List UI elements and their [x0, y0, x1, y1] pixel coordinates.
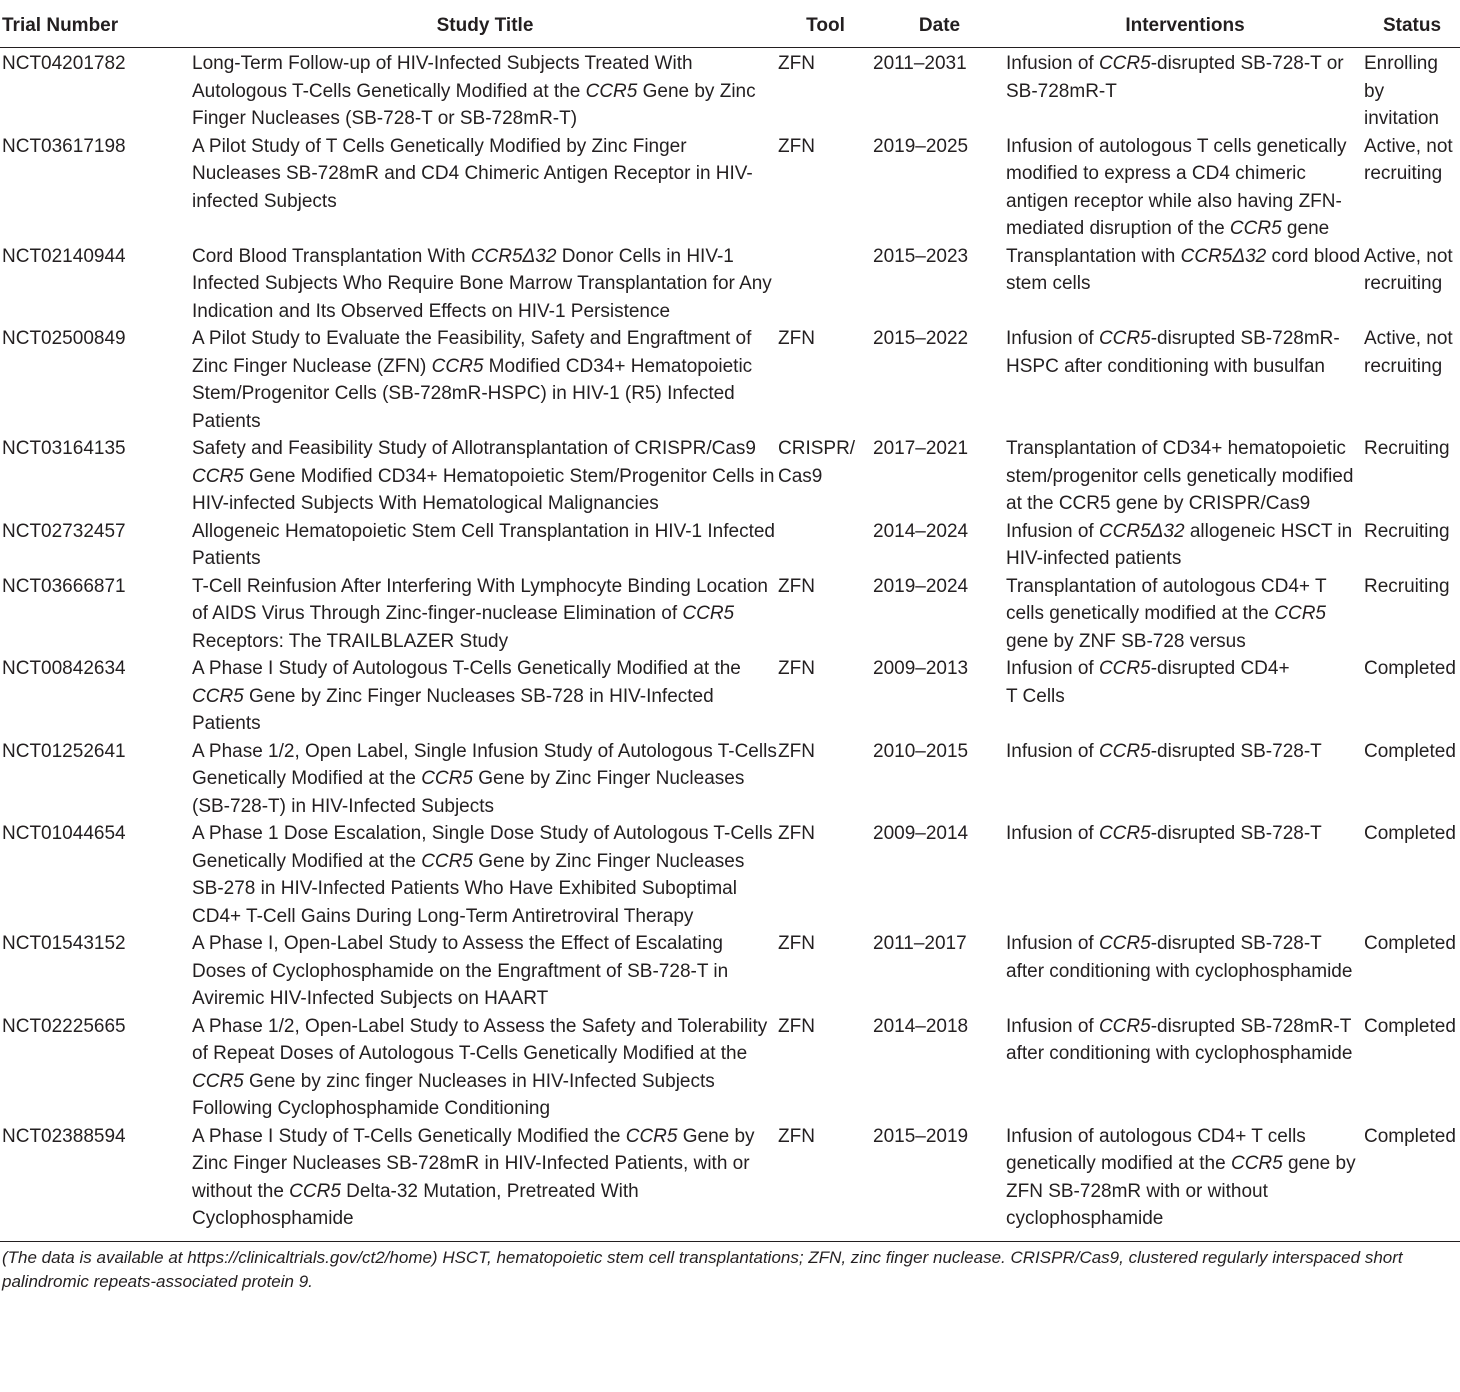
- cell-trial-number: NCT03164135: [2, 438, 126, 459]
- table-header: [0, 10, 1460, 48]
- cell-interventions: Infusion of CCR5Δ32 allogeneic HSCT in HIV-infected patients: [1006, 520, 1353, 569]
- cell-interventions: Infusion of CCR5-disrupted CD4+ T Cells: [1006, 658, 1290, 707]
- cell-trial-number: NCT01044654: [2, 823, 126, 844]
- cell-date: 2009–2013: [873, 658, 969, 679]
- cell-tool: ZFN: [778, 658, 815, 679]
- cell-status: Completed: [1364, 1015, 1456, 1037]
- cell-interventions: Infusion of CCR5-disrupted SB-728-T: [1006, 823, 1322, 844]
- cell-tool: ZFN: [778, 328, 815, 349]
- cell-trial-number: NCT00842634: [2, 658, 126, 679]
- cell-interventions: Transplantation of CD34+ hematopoietic stem/progenitor cells genetically modified at the CCR5 gene by CRISPR/Cas9: [1006, 438, 1354, 514]
- cell-date: 2017–2021: [873, 438, 969, 459]
- cell-tool: CRISPR/ Cas9: [778, 438, 856, 487]
- cell-status: Active, not recruiting: [1364, 135, 1453, 184]
- header-study-title: Study Title: [192, 10, 778, 48]
- cell-status: Completed: [1364, 1125, 1456, 1147]
- table-body: [0, 48, 1460, 1242]
- cell-tool: ZFN: [778, 135, 815, 157]
- cell-interventions: Infusion of CCR5-disrupted SB-728mR-HSPC after conditioning with busulfan: [1006, 328, 1340, 377]
- clinical-trials-table: [0, 10, 1460, 1242]
- cell-date: 2015–2019: [873, 1125, 969, 1147]
- cell-interventions: Infusion of CCR5-disrupted SB-728mR-T after conditioning with cyclophosphamide: [1006, 1015, 1353, 1064]
- cell-status: Active, not recruiting: [1364, 328, 1453, 377]
- cell-tool: ZFN: [778, 1015, 815, 1037]
- cell-date: 2014–2024: [873, 520, 969, 542]
- cell-interventions: Infusion of autologous T cells genetically modified to express a CD4 chimeric antigen receptor while also having ZFN-mediated disruption of the CCR5 gene: [1006, 135, 1347, 239]
- cell-date: 2019–2025: [873, 135, 969, 157]
- table-row: [0, 573, 1460, 656]
- header-interventions: Interventions: [1006, 10, 1364, 48]
- cell-study-title: A Phase I, Open-Label Study to Assess the Effect of Escalating Doses of Cyclophosphamide on the Engraftment of SB-728-T in Aviremic HIV-Infected Subjects on HAART: [192, 933, 729, 1009]
- cell-study-title: Safety and Feasibility Study of Allotransplantation of CRISPR/Cas9 CCR5 Gene Modified CD34+ Hematopoietic Stem/Progenitor Cells in HIV-infected Subjects With Hematological Malignancies: [192, 438, 775, 514]
- cell-date: 2010–2015: [873, 740, 969, 762]
- cell-study-title: Cord Blood Transplantation With CCR5Δ32 Donor Cells in HIV-1 Infected Subjects Who Require Bone Marrow Transplantation for Any Indication and Its Observed Effects on HIV-1 Persistence: [192, 245, 772, 322]
- cell-trial-number: NCT04201782: [2, 53, 126, 74]
- table-row: [0, 48, 1460, 133]
- table-row: [0, 1123, 1460, 1242]
- cell-tool: ZFN: [778, 933, 815, 954]
- cell-interventions: Infusion of CCR5-disrupted SB-728-T after conditioning with cyclophosphamide: [1006, 933, 1353, 982]
- cell-study-title: T-Cell Reinfusion After Interfering With Lymphocyte Binding Location of AIDS Virus Through Zinc-finger-nuclease Elimination of CCR5 Receptors: The TRAILBLAZER Study: [192, 575, 768, 652]
- cell-study-title: A Phase 1 Dose Escalation, Single Dose Study of Autologous T-Cells Genetically Modified at the CCR5 Gene by Zinc Finger Nucleases SB-278 in HIV-Infected Patients Who Have Exhibited Suboptimal CD4+ T-Cell Gains During Long-Term Antiretroviral Therapy: [192, 823, 773, 927]
- cell-tool: ZFN: [778, 53, 815, 74]
- table-row: [0, 435, 1460, 518]
- cell-study-title: A Phase 1/2, Open-Label Study to Assess the Safety and Tolerability of Repeat Doses of Autologous T-Cells Genetically Modified at the CCR5 Gene by zinc finger Nucleases in HIV-Infected Subjects Following Cyclophosphamide Conditioning: [192, 1015, 768, 1119]
- cell-date: 2011–2031: [873, 53, 967, 74]
- cell-interventions: Infusion of CCR5-disrupted SB-728-T: [1006, 740, 1322, 762]
- cell-study-title: Allogeneic Hematopoietic Stem Cell Transplantation in HIV-1 Infected Patients: [192, 520, 775, 569]
- cell-trial-number: NCT01543152: [2, 933, 126, 954]
- table-footnote: (The data is available at https://clinicaltrials.gov/ct2/home) HSCT, hematopoietic stem cell transplantations; ZFN, zinc finger nuclease. CRISPR/Cas9, clustered regularly interspaced short palindromic repeats-associated protein 9.: [2, 1247, 1403, 1291]
- header-status: Status: [1364, 10, 1460, 48]
- cell-tool: [778, 518, 873, 573]
- cell-tool: ZFN: [778, 1125, 815, 1147]
- table-row: [0, 655, 1460, 738]
- cell-status: Recruiting: [1364, 575, 1450, 597]
- cell-status: Completed: [1364, 658, 1456, 679]
- cell-date: 2015–2022: [873, 328, 969, 349]
- cell-trial-number: NCT03666871: [2, 575, 126, 597]
- cell-trial-number: NCT01252641: [2, 740, 126, 762]
- table-row: [0, 518, 1460, 573]
- header-tool: Tool: [778, 10, 873, 48]
- cell-tool: ZFN: [778, 575, 815, 597]
- cell-status: Active, not recruiting: [1364, 245, 1453, 294]
- cell-trial-number: NCT02732457: [2, 520, 126, 542]
- table-row: [0, 930, 1460, 1013]
- cell-study-title: A Phase I Study of T-Cells Genetically Modified the CCR5 Gene by Zinc Finger Nucleases SB-728mR in HIV-Infected Patients, with or without the CCR5 Delta-32 Mutation, Pretreated With Cyclophosphamide: [192, 1125, 755, 1229]
- table-row: [0, 820, 1460, 930]
- cell-tool: [778, 243, 873, 326]
- cell-study-title: A Pilot Study to Evaluate the Feasibility, Safety and Engraftment of Zinc Finger Nuclease (ZFN) CCR5 Modified CD34+ Hematopoietic Stem/Progenitor Cells (SB-728mR-HSPC) in HIV-1 (R5) Infected Patients: [192, 328, 753, 432]
- cell-trial-number: NCT03617198: [2, 135, 126, 157]
- cell-interventions: Infusion of autologous CD4+ T cells genetically modified at the CCR5 gene by ZFN SB-728mR with or without cyclophosphamide: [1006, 1125, 1356, 1229]
- cell-trial-number: NCT02140944: [2, 245, 126, 267]
- header-date: Date: [873, 10, 1006, 48]
- cell-date: 2009–2014: [873, 823, 969, 844]
- cell-trial-number: NCT02225665: [2, 1015, 126, 1037]
- header-trial-number: Trial Number: [0, 10, 192, 48]
- cell-status: Completed: [1364, 740, 1456, 762]
- table-row: [0, 133, 1460, 243]
- cell-date: 2015–2023: [873, 245, 969, 267]
- cell-study-title: A Pilot Study of T Cells Genetically Modified by Zinc Finger Nucleases SB-728mR and CD4 Chimeric Antigen Receptor in HIV-infected Subjects: [192, 135, 753, 212]
- cell-study-title: A Phase 1/2, Open Label, Single Infusion Study of Autologous T-Cells Genetically Modified at the CCR5 Gene by Zinc Finger Nucleases (SB-728-T) in HIV-Infected Subjects: [192, 740, 777, 817]
- cell-status: Enrolling by invitation: [1364, 53, 1439, 129]
- cell-date: 2014–2018: [873, 1015, 969, 1037]
- table-row: [0, 1013, 1460, 1123]
- cell-status: Completed: [1364, 823, 1456, 844]
- cell-status: Completed: [1364, 933, 1456, 954]
- cell-trial-number: NCT02388594: [2, 1125, 126, 1147]
- cell-study-title: Long-Term Follow-up of HIV-Infected Subjects Treated With Autologous T-Cells Genetically Modified at the CCR5 Gene by Zinc Finger Nucleases (SB-728-T or SB-728mR-T): [192, 53, 756, 129]
- cell-date: 2011–2017: [873, 933, 967, 954]
- cell-interventions: Transplantation of autologous CD4+ T cells genetically modified at the CCR5 gene by ZNF SB-728 versus: [1006, 575, 1327, 652]
- cell-interventions: Transplantation with CCR5Δ32 cord blood stem cells: [1006, 245, 1361, 294]
- cell-date: 2019–2024: [873, 575, 969, 597]
- cell-tool: ZFN: [778, 823, 815, 844]
- cell-interventions: Infusion of CCR5-disrupted SB-728-T or SB-728mR-T: [1006, 53, 1344, 102]
- table-row: [0, 738, 1460, 821]
- cell-status: Recruiting: [1364, 520, 1450, 542]
- cell-tool: ZFN: [778, 740, 815, 762]
- table-row: [0, 325, 1460, 435]
- cell-trial-number: NCT02500849: [2, 328, 126, 349]
- table-row: [0, 243, 1460, 326]
- cell-status: Recruiting: [1364, 438, 1450, 459]
- cell-study-title: A Phase I Study of Autologous T-Cells Genetically Modified at the CCR5 Gene by Zinc Finger Nucleases SB-728 in HIV-Infected Patients: [192, 658, 741, 734]
